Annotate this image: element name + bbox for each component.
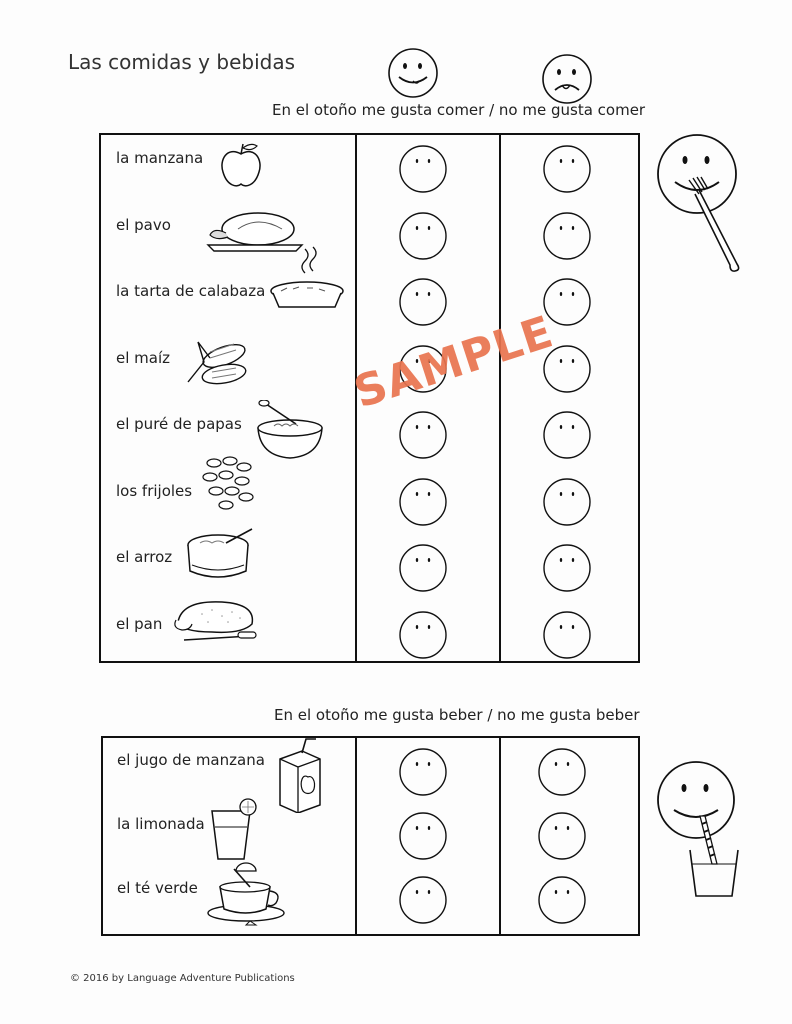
food-item-label: el arroz <box>116 548 173 566</box>
column-divider <box>499 738 501 934</box>
apple-icon <box>215 140 267 196</box>
like-face-circle[interactable] <box>398 410 448 460</box>
happy-face-icon <box>386 46 440 104</box>
drink-table-header: En el otoño me gusta beber / no me gusta beber <box>274 706 640 724</box>
dislike-face-circle[interactable] <box>537 875 587 925</box>
bread-icon <box>172 594 262 650</box>
like-face-circle[interactable] <box>398 811 448 861</box>
like-face-circle[interactable] <box>398 747 448 797</box>
dislike-face-circle[interactable] <box>542 211 592 261</box>
dislike-face-circle[interactable] <box>537 811 587 861</box>
food-item-label: el pavo <box>116 215 171 234</box>
dislike-face-circle[interactable] <box>542 610 592 660</box>
food-item-label: el pan <box>116 614 163 633</box>
copyright-text: © 2016 by Language Adventure Publications <box>70 973 295 984</box>
dislike-face-circle[interactable] <box>537 747 587 797</box>
rice-icon <box>182 523 262 589</box>
mashed-potatoes-icon <box>250 400 330 466</box>
food-item-label: la tarta de calabaza <box>116 282 266 300</box>
beans-icon <box>200 453 256 515</box>
like-face-circle[interactable] <box>398 277 448 327</box>
food-table-header: En el otoño me gusta comer / no me gusta comer <box>272 101 646 119</box>
smiley-with-straw-icon <box>650 760 745 904</box>
drink-item-label: el jugo de manzana <box>117 751 265 769</box>
tea-cup-icon <box>204 867 288 931</box>
like-face-circle[interactable] <box>398 543 448 593</box>
page-title: Las comidas y bebidas <box>68 50 295 74</box>
sample-watermark: SAMPLE <box>348 306 560 419</box>
column-divider <box>355 738 357 934</box>
dislike-face-circle[interactable] <box>542 410 592 460</box>
like-face-circle[interactable] <box>398 875 448 925</box>
column-divider <box>499 135 501 661</box>
like-face-circle[interactable] <box>398 477 448 527</box>
food-item-label: la manzana <box>116 149 204 167</box>
dislike-face-circle[interactable] <box>542 144 592 194</box>
drink-item-label: el té verde <box>117 879 198 897</box>
dislike-face-circle[interactable] <box>542 477 592 527</box>
like-face-circle[interactable] <box>398 211 448 261</box>
smiley-with-fork-icon <box>655 132 755 281</box>
dislike-face-circle[interactable] <box>542 543 592 593</box>
pumpkin-pie-icon <box>267 245 347 319</box>
food-item-label: el puré de papas <box>116 415 242 433</box>
food-item-label: los frijoles <box>116 481 193 500</box>
like-face-circle[interactable] <box>398 610 448 660</box>
dislike-face-circle[interactable] <box>542 277 592 327</box>
drink-item-label: la limonada <box>117 815 205 833</box>
food-item-label: el maíz <box>116 348 171 367</box>
like-face-circle[interactable] <box>398 144 448 194</box>
corn-icon <box>180 332 250 396</box>
juice-box-icon <box>272 737 328 817</box>
